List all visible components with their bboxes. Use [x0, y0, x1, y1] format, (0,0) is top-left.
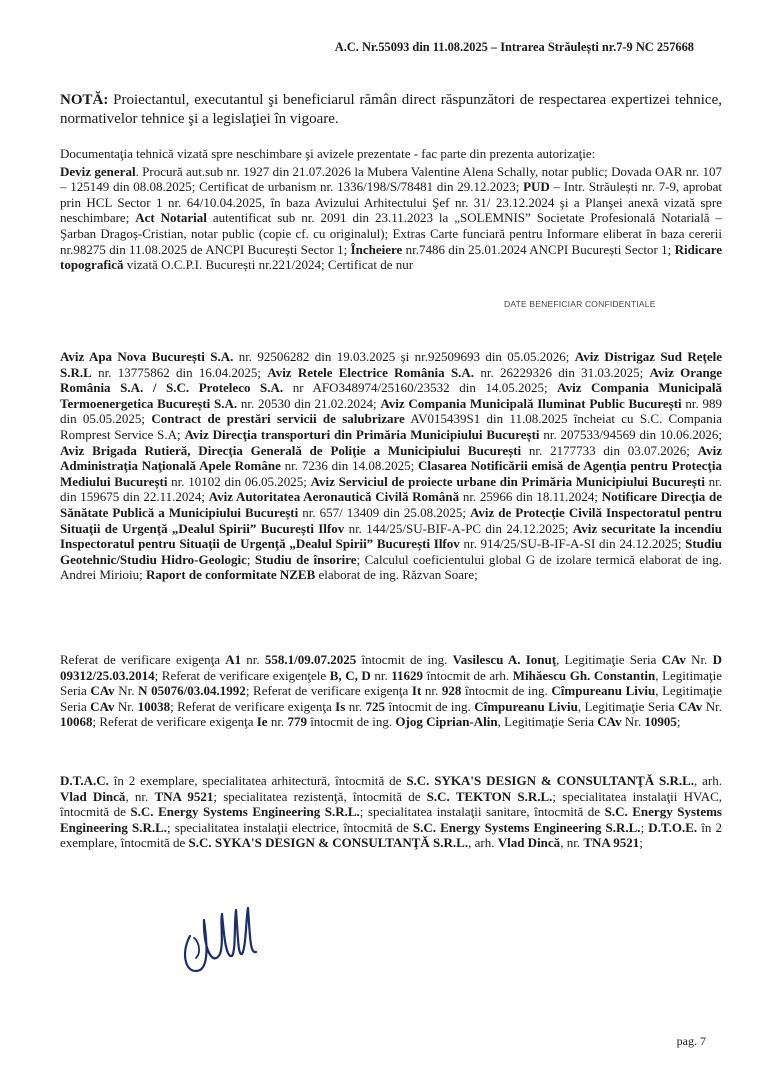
docs-text-run: nr.7486 din 25.01.2024 ANCPI București Sector 1;	[402, 241, 675, 257]
referate-text-run: 11629	[391, 667, 424, 683]
referate-text-run: ; Referat de verificare exigenţa	[170, 698, 336, 714]
avize-text-run: Aviz Autoritatea Aeronautică Civilă Română	[208, 489, 460, 505]
page-number: pag. 7	[676, 1034, 706, 1048]
documentation-intro: Documentaţia tehnică vizată spre neschimbare şi avizele prezentate - fac parte din prezenta autorizaţie:	[60, 146, 596, 161]
dtac-text-run: S.C. Energy Systems Engineering S.R.L.	[412, 819, 641, 835]
avize-text-run: nr. 989 din 05.05.2025;	[60, 395, 722, 427]
dtac-text-run: ; specialitatea instalaţii electrice, întocmită de	[167, 819, 413, 835]
dtac-text-run: ; specialitatea instalaţii sanitare, întocmită de	[359, 804, 605, 820]
documentation-list	[60, 164, 722, 273]
avize-text-run: nr. 7236 din 14.08.2025;	[280, 458, 419, 474]
referate-text-run: A1	[225, 652, 242, 667]
docs-text-run: – Intr. Străulești nr. 7-9, aprobat prin HCL Sector 1 nr. 64/10.04.2025, în baza Avizului Arhitectului Şef nr. 31/ 23.12.2024 şi a Planşei anexă vizată spre neschimbare;	[60, 179, 722, 226]
dtac-text-run: S.C. SYKA'S DESIGN & CONSULTANŢĂ S.R.L.	[188, 835, 469, 851]
avize-text-run: Aviz securitate la incendiu Inspectoratul pentru Situaţii de Urgenţă „Dealul Spirii” București Ilfov	[60, 520, 722, 552]
dtac-text-run: ;	[639, 835, 643, 851]
avize-text-run: Aviz Brigada Rutieră, Direcţia Generală de Poliţie a Municipiului București	[60, 442, 522, 458]
avize-text-run: AV015439S1 din 11.08.2025 încheiat cu S.C. Compania Romprest Service S.A;	[60, 411, 722, 442]
referate-text-run: Cîmpureanu Liviu	[551, 683, 656, 699]
referate-text-run: Nr.	[114, 698, 138, 714]
avize-text-run: Aviz Administraţia Naţională Apele Române	[60, 442, 722, 474]
docs-text-run: Dovada OAR	[611, 163, 683, 179]
avize-text-run: Aviz Apa Nova București S.A.	[60, 349, 234, 364]
avize-text-run: ;	[246, 551, 255, 567]
avize-text-run: nr. 92506282 din 19.03.2025 și nr.92509693 din 05.05.2026;	[233, 349, 575, 364]
docs-text-run: Ridicare topografică	[60, 241, 722, 273]
referate-text-run: 10068	[60, 714, 93, 730]
referate-text-run: B, C, D	[329, 667, 371, 683]
referate-text-run: CAv	[597, 714, 622, 730]
referate-text-run: 10038	[137, 698, 171, 714]
avize-text-run: Aviz Serviciul de proiecte urbane din Primăria Municipiului București	[310, 473, 705, 489]
referate-text-run: , Legitimaţie Seria	[556, 652, 662, 667]
redaction-band	[55, 311, 722, 343]
avize-text-run: Aviz Orange România S.A. / S.C. Proteleco S.A.	[60, 364, 722, 396]
referate-text-run: CAv	[90, 698, 115, 714]
referate-text-run: Nr.	[114, 683, 139, 699]
dtac-list	[60, 773, 722, 851]
referate-text-run: Is	[335, 698, 346, 714]
docs-text-run: Certificat de urbanism	[199, 179, 317, 195]
referate-text-run: Mihăescu Gh. Constantin	[512, 667, 656, 683]
avize-text-run: Aviz Retele Electrice România S.A.	[267, 364, 475, 380]
referate-list	[60, 652, 722, 730]
referate-text-run: 928	[441, 683, 462, 699]
referate-text-run: CAv	[661, 652, 686, 667]
docs-text-run: PUD	[523, 179, 550, 195]
avize-text-run: nr. 10102 din 06.05.2025;	[167, 473, 311, 489]
avize-text-run: Clasarea Notificării emisă de Agenţia pentru Protecţia Mediului București	[60, 458, 722, 489]
referate-text-run: , Legitimaţie Seria	[497, 714, 598, 730]
referate-text-run: Cîmpureanu Liviu	[474, 698, 578, 714]
referate-text-run: CAv	[677, 698, 703, 714]
referate-text-run: ; Referat de verificare exigenţa	[92, 714, 257, 730]
referate-text-run: , Legitimaţie Seria	[60, 667, 722, 699]
dtac-text-run: , arh.	[694, 773, 722, 788]
avize-text-run: Notificare Direcţia de Sănătate Publică a Municipiului București	[60, 489, 722, 520]
avize-text-run: nr. 26229326 din 31.03.2025;	[474, 364, 650, 380]
referate-text-run: D 09312/25.03.2014	[60, 652, 723, 683]
redaction-label: DATE BENEFICIAR CONFIDENTIALE	[504, 299, 656, 309]
avize-block	[60, 349, 722, 585]
dtac-text-run: ; specialitatea rezistenţă, întocmită de	[213, 788, 427, 804]
referate-text-run: Ie	[256, 714, 268, 730]
nota-paragraph	[60, 91, 722, 129]
docs-text-run: nr. 107 – 125149 din 08.08.2025;	[60, 163, 722, 195]
docs-text-run: Deviz general	[60, 163, 136, 179]
avize-text-run: nr. din 159675 din 22.11.2024;	[60, 473, 723, 505]
avize-text-run: Aviz de Protecţie Civilă Inspectoratul pentru Situaţii de Urgenţă „Dealul Spirii” București Ilfov	[60, 504, 722, 536]
documentation-block	[60, 146, 722, 275]
referate-text-run: It	[411, 683, 422, 699]
dtac-text-run: S.C. Energy Systems Engineering S.R.L.	[60, 804, 722, 835]
referate-text-run: 558.1/09.07.2025	[264, 652, 357, 667]
dtac-text-run: , arh.	[468, 835, 498, 851]
referate-text-run: nr.	[345, 698, 366, 714]
dtac-text-run: în 2 exemplare, întocmită de	[60, 819, 722, 851]
referate-text-run: întocmit de ing.	[461, 683, 552, 699]
referate-text-run: nr.	[421, 683, 442, 699]
avize-text-run: Contract de prestări servicii de salubrizare	[151, 411, 405, 427]
dtac-block	[60, 773, 722, 853]
avize-text-run: nr. 2177733 din 03.07.2026;	[521, 442, 698, 458]
referate-text-run: Nr.	[685, 652, 713, 667]
avize-text-run: ; Calculul coeficientului global G de izolare termică elaborat de ing. Andrei Mirioiu;	[60, 551, 722, 583]
handwritten-signature-icon	[176, 896, 286, 991]
avize-text-run: Aviz Distrigaz Sud Reţele S.R.L	[60, 349, 723, 380]
docs-text-run: Încheiere	[350, 241, 403, 257]
referate-text-run: , Legitimaţie Seria	[60, 683, 723, 714]
dtac-text-run: ; specialitatea instalaţii HVAC, întocmită de	[60, 788, 723, 820]
docs-text-run: Extras Carte funciară	[392, 225, 505, 241]
dtac-text-run: ;	[640, 819, 649, 835]
dtac-text-run: TNA 9521	[154, 788, 214, 804]
docs-text-run: Certificat de nur	[327, 257, 414, 273]
avize-text-run: Aviz Compania Municipală Iluminat Public București	[380, 395, 682, 411]
referate-block	[60, 652, 722, 732]
docs-text-run: autentificat sub nr. 2091 din 23.11.2023 la „SOLEMNIS” Societate Profesională Notarială – Şarban Dragoș-Cristian, notar public (copie cf. cu originalul);	[60, 210, 723, 241]
nota-label: NOTĂ:	[60, 92, 109, 108]
avize-text-run: Aviz Compania Municipală Termoenergetica București S.A.	[60, 380, 722, 411]
avize-text-run: nr. 20530 din 21.02.2024;	[237, 395, 381, 411]
avize-text-run: nr. 13775862 din 16.04.2025;	[91, 364, 268, 380]
avize-text-run: nr. 144/25/SU-BIF-A-PC din 24.12.2025;	[344, 520, 573, 536]
dtac-text-run: D.T.O.E.	[648, 819, 698, 835]
referate-text-run: ;	[676, 714, 681, 730]
referate-text-run: nr.	[370, 667, 392, 683]
referate-text-run: nr.	[267, 714, 288, 730]
avize-text-run: nr AFO348974/25160/23532 din 14.05.2025;	[283, 380, 558, 396]
referate-text-run: 725	[365, 698, 386, 714]
dtac-text-run: D.T.A.C.	[60, 773, 109, 788]
avize-text-run: nr. 914/25/SU-B-IF-A-SI din 24.12.2025;	[459, 536, 686, 552]
referate-text-run: nr.	[241, 652, 265, 667]
docs-text-run: Act Notarial	[135, 210, 207, 226]
referate-text-run: CAv	[90, 683, 115, 699]
avize-list	[60, 349, 722, 583]
referate-text-run: Nr.	[621, 714, 645, 730]
referate-text-run: 10905	[644, 714, 677, 730]
referate-text-run: Ojog Ciprian-Alin	[395, 714, 498, 730]
referate-text-run: 779	[287, 714, 307, 730]
docs-text-run: vizată O.C.P.I. București nr.221/2024;	[123, 257, 328, 273]
referate-text-run: întocmit de ing.	[306, 714, 396, 730]
referate-text-run: întocmit de ing.	[356, 652, 453, 667]
avize-text-run: Aviz Direcţia transporturi din Primăria Municipiului București	[184, 426, 540, 442]
referate-text-run: Vasilescu A. Ionuţ	[452, 652, 557, 667]
dtac-text-run: S.C. TEKTON S.R.L.	[426, 788, 553, 804]
avize-text-run: Studiu de însorire	[254, 551, 357, 567]
dtac-text-run: , nr.	[560, 835, 584, 851]
avize-text-run: nr. 657/ 13409 din 25.08.2025;	[298, 504, 470, 520]
avize-text-run: Raport de conformitate NZEB	[145, 567, 316, 583]
dtac-text-run: în 2 exemplare, specialitatea arhitectură, întocmită de	[108, 773, 407, 788]
avize-text-run: nr. 207533/94569 din 10.06.2026;	[539, 426, 722, 442]
referate-text-run: ; Referat de verificare exigenţa	[245, 683, 412, 699]
docs-text-run: pentru Informare eliberat în baza cererii nr.98275 din 11.08.2025 de ANCPI București Sector 1;	[60, 225, 722, 257]
referate-text-run: ; Referat de verificare exigenţele	[154, 667, 330, 683]
dtac-text-run: Vlad Dincă	[60, 788, 126, 804]
referate-text-run: , Legitimaţie Seria	[577, 698, 678, 714]
avize-text-run: Studiu Geotehnic/Studiu Hidro-Geologic	[60, 536, 722, 567]
referate-text-run: întocmit de ing.	[385, 698, 475, 714]
referate-text-run: Referat de verificare exigenţa	[60, 652, 226, 667]
docs-text-run: . Procură aut.sub nr. 1927 din 21.07.2026 la Mubera Valentine Alena Schally, notar public;	[135, 163, 612, 179]
referate-text-run: întocmit de arh.	[423, 667, 513, 683]
dtac-text-run: Vlad Dincă	[497, 835, 561, 851]
avize-text-run: nr. 25966 din 18.11.2024;	[459, 489, 602, 505]
document-header: A.C. Nr.55093 din 11.08.2025 – Intrarea Străulești nr.7-9 NC 257668	[334, 40, 694, 54]
nota-text: Proiectantul, executantul şi beneficiarul rămân direct răspunzători de respectarea expertizei tehnice, normativelor tehnice şi a legislaţiei în vigoare.	[60, 92, 722, 127]
avize-text-run: elaborat de ing. Răzvan Soare;	[315, 567, 478, 583]
docs-text-run: nr. 1336/198/S/78481 din 29.12.2023;	[316, 179, 524, 195]
dtac-text-run: TNA 9521	[583, 835, 640, 851]
dtac-text-run: , nr.	[125, 788, 155, 804]
referate-text-run: N 05076/03.04.1992	[138, 683, 246, 699]
dtac-text-run: S.C. SYKA'S DESIGN & CONSULTANŢĂ S.R.L.	[406, 773, 695, 788]
referate-text-run: Nr.	[702, 698, 722, 714]
dtac-text-run: S.C. Energy Systems Engineering S.R.L.	[130, 804, 360, 820]
